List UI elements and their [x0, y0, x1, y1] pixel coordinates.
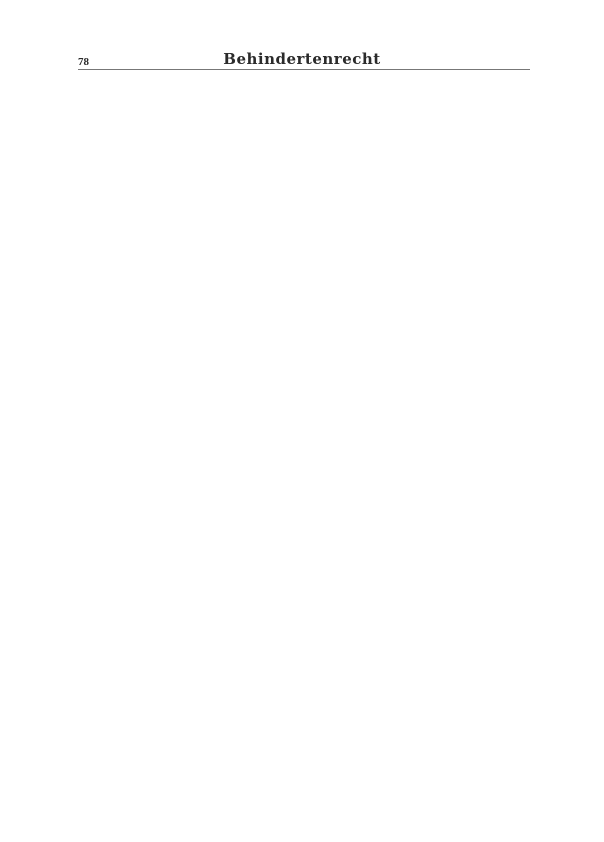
page-number: 78: [78, 56, 89, 68]
journal-title: Behindertenrecht: [223, 50, 381, 68]
header-rule: [78, 69, 530, 70]
left-column: [82, 86, 302, 91]
right-column: [312, 86, 532, 91]
